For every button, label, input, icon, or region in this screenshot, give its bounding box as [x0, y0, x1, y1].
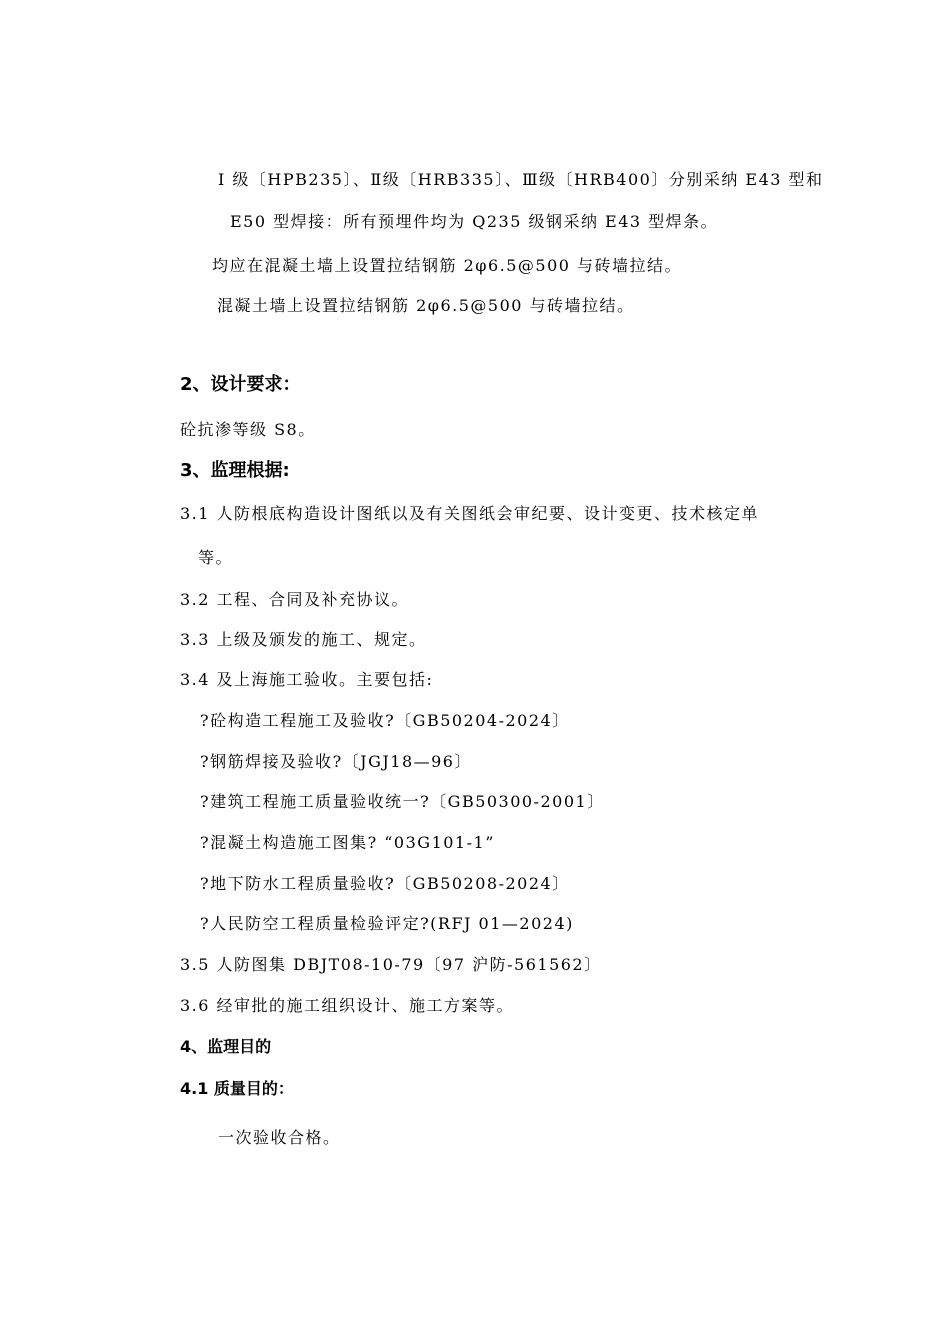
intro-line-4: 混凝土墙上设置拉结钢筋 2φ6.5@500 与砖墙拉结。 — [217, 296, 635, 315]
section-3-heading: 3、监理根据: — [180, 460, 290, 481]
standard-item: ?地下防水工程质量验收?〔GB50208-2024〕 — [200, 874, 570, 893]
section-4-1-text: 一次验收合格。 — [218, 1128, 341, 1147]
standard-item: ?建筑工程施工质量验收统一?〔GB50300-2001〕 — [200, 792, 605, 811]
intro-line-3: 均应在混凝土墙上设置拉结钢筋 2φ6.5@500 与砖墙拉结。 — [212, 256, 683, 275]
standard-item: ?人民防空工程质量检验评定?(RFJ 01—2024) — [200, 914, 574, 933]
section-2-text: 砼抗渗等级 S8。 — [180, 420, 316, 439]
section-3-item-5: 3.5 人防图集 DBJT08-10-79〔97 沪防-561562〕 — [180, 955, 602, 974]
intro-line-1: Ⅰ 级〔HPB235〕、Ⅱ级〔HRB335〕、Ⅲ级〔HRB400〕分别采纳 E43 型和 — [218, 170, 824, 189]
section-3-item-2: 3.2 工程、合同及补充协议。 — [180, 590, 410, 609]
standard-item: ?砼构造工程施工及验收?〔GB50204-2024〕 — [200, 711, 570, 730]
section-3-item-6: 3.6 经审批的施工组织设计、施工方案等。 — [180, 996, 515, 1015]
intro-line-2: E50 型焊接：所有预埋件均为 Q235 级钢采纳 E43 型焊条。 — [230, 212, 719, 231]
section-3-item-1-continued: 等。 — [198, 548, 234, 567]
standard-item: ?混凝土构造施工图集? “03G101-1” — [200, 833, 495, 852]
section-3-item-1: 3.1 人防根底构造设计图纸以及有关图纸会审纪要、设计变更、技术核定单 — [180, 504, 760, 523]
section-4-1-heading: 4.1 质量目的： — [180, 1079, 294, 1098]
section-3-item-3: 3.3 上级及颁发的施工、规定。 — [180, 630, 427, 649]
section-4-heading: 4、监理目的 — [180, 1037, 272, 1056]
standard-item: ?钢筋焊接及验收?〔JGJ18—96〕 — [200, 752, 472, 771]
section-2-heading: 2、设计要求： — [180, 374, 301, 395]
section-3-item-4: 3.4 及上海施工验收。主要包括: — [180, 670, 434, 689]
